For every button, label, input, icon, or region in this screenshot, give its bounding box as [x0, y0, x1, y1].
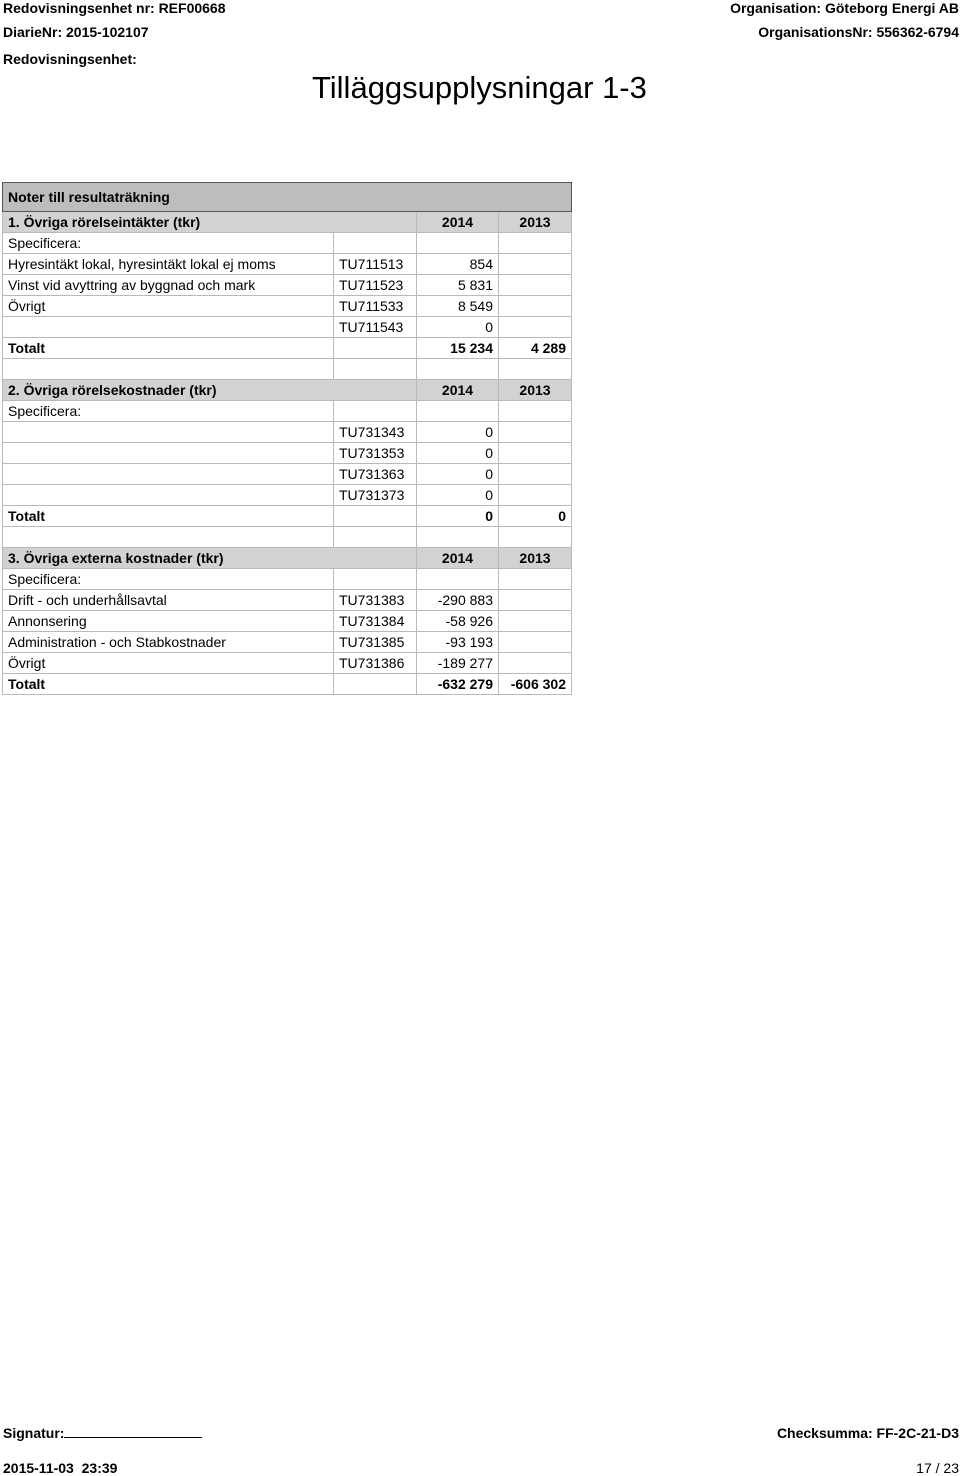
row-label: [3, 317, 334, 338]
table-row: [3, 296, 572, 317]
row-value-current: 5 831: [417, 275, 499, 296]
organisation-number: OrganisationsNr: 556362-6794: [758, 24, 959, 40]
row-value-previous: [499, 611, 572, 632]
note3-spec-label: Specificera:: [3, 569, 334, 590]
organisation-name: Organisation: Göteborg Energi AB: [730, 0, 959, 16]
row-label: Hyresintäkt lokal, hyresintäkt lokal ej moms: [3, 254, 334, 275]
note1-year-current: 2014: [417, 212, 499, 233]
total-value-current: -632 279: [417, 674, 499, 695]
row-value-previous: [499, 485, 572, 506]
row-value-current: -58 926: [417, 611, 499, 632]
total-label: Totalt: [3, 674, 334, 695]
page-title: Tilläggsupplysningar 1-3: [312, 70, 647, 105]
total-value-current: 0: [417, 506, 499, 527]
row-code: TU711543: [334, 317, 417, 338]
row-value-previous: [499, 296, 572, 317]
signature-line[interactable]: [64, 1425, 202, 1438]
total-label: Totalt: [3, 506, 334, 527]
row-code: TU731363: [334, 464, 417, 485]
row-code: TU731384: [334, 611, 417, 632]
row-value-current: -189 277: [417, 653, 499, 674]
row-value-previous: [499, 590, 572, 611]
row-code: TU731353: [334, 443, 417, 464]
row-value-current: 0: [417, 422, 499, 443]
note1-heading: 1. Övriga rörelseintäkter (tkr): [3, 212, 417, 233]
note3-heading-row: [3, 548, 572, 569]
row-label: [3, 485, 334, 506]
row-value-previous: [499, 422, 572, 443]
row-value-current: 8 549: [417, 296, 499, 317]
table-row: [3, 485, 572, 506]
table-row: [3, 254, 572, 275]
page-number: 17 / 23: [916, 1460, 959, 1476]
row-value-previous: [499, 464, 572, 485]
row-value-current: 0: [417, 464, 499, 485]
table-row: [3, 632, 572, 653]
table-row: [3, 464, 572, 485]
note3-heading: 3. Övriga externa kostnader (tkr): [3, 548, 417, 569]
row-code: TU731385: [334, 632, 417, 653]
table-caption: Noter till resultaträkning: [3, 183, 572, 212]
total-value-previous: 4 289: [499, 338, 572, 359]
table-row: [3, 317, 572, 338]
row-value-previous: [499, 653, 572, 674]
row-value-previous: [499, 317, 572, 338]
note2-spec-label: Specificera:: [3, 401, 334, 422]
row-code: TU731373: [334, 485, 417, 506]
checksum: Checksumma: FF-2C-21-D3: [776, 1425, 959, 1441]
note2-heading: 2. Övriga rörelsekostnader (tkr): [3, 380, 417, 401]
row-code: TU711523: [334, 275, 417, 296]
table-row: [3, 275, 572, 296]
notes-table: [2, 182, 572, 695]
total-value-current: 15 234: [417, 338, 499, 359]
row-label: Drift - och underhållsavtal: [3, 590, 334, 611]
row-value-current: 0: [417, 485, 499, 506]
row-value-previous: [499, 254, 572, 275]
diarie-number: DiarieNr: 2015-102107: [3, 24, 149, 40]
total-value-previous: -606 302: [499, 674, 572, 695]
unit-number: Redovisningsenhet nr: REF00668: [3, 0, 226, 16]
row-value-current: -93 193: [417, 632, 499, 653]
note1-total-row: [3, 338, 572, 359]
note2-heading-row: [3, 380, 572, 401]
table-row: [3, 653, 572, 674]
row-label: [3, 443, 334, 464]
note2-year-current: 2014: [417, 380, 499, 401]
row-label: [3, 422, 334, 443]
row-label: Annonsering: [3, 611, 334, 632]
row-value-current: 0: [417, 317, 499, 338]
signature-block: [3, 1425, 202, 1441]
note3-spec-row: [3, 569, 572, 590]
row-label: Vinst vid avyttring av byggnad och mark: [3, 275, 334, 296]
note1-year-previous: 2013: [499, 212, 572, 233]
timestamp: 2015-11-03 23:39: [3, 1460, 118, 1476]
row-value-previous: [499, 275, 572, 296]
table-row: [3, 443, 572, 464]
row-value-previous: [499, 443, 572, 464]
total-label: Totalt: [3, 338, 334, 359]
row-value-previous: [499, 632, 572, 653]
row-value-current: 0: [417, 443, 499, 464]
note3-year-previous: 2013: [499, 548, 572, 569]
table-row: [3, 611, 572, 632]
row-code: TU711513: [334, 254, 417, 275]
row-code: TU731386: [334, 653, 417, 674]
reporting-unit: Redovisningsenhet:: [3, 51, 137, 67]
row-code: TU711533: [334, 296, 417, 317]
signature-label: Signatur:: [3, 1425, 65, 1441]
row-code: TU731383: [334, 590, 417, 611]
row-label: Övrigt: [3, 653, 334, 674]
note1-spec-label: Specificera:: [3, 233, 334, 254]
row-value-current: 854: [417, 254, 499, 275]
note3-year-current: 2014: [417, 548, 499, 569]
note1-spec-row: [3, 233, 572, 254]
table-row: [3, 590, 572, 611]
note2-spec-row: [3, 401, 572, 422]
row-code: TU731343: [334, 422, 417, 443]
note2-total-row: [3, 506, 572, 527]
note1-heading-row: [3, 212, 572, 233]
note2-year-previous: 2013: [499, 380, 572, 401]
note3-total-row: [3, 674, 572, 695]
row-label: [3, 464, 334, 485]
row-label: Övrigt: [3, 296, 334, 317]
table-row: [3, 422, 572, 443]
total-value-previous: 0: [499, 506, 572, 527]
row-label: Administration - och Stabkostnader: [3, 632, 334, 653]
row-value-current: -290 883: [417, 590, 499, 611]
